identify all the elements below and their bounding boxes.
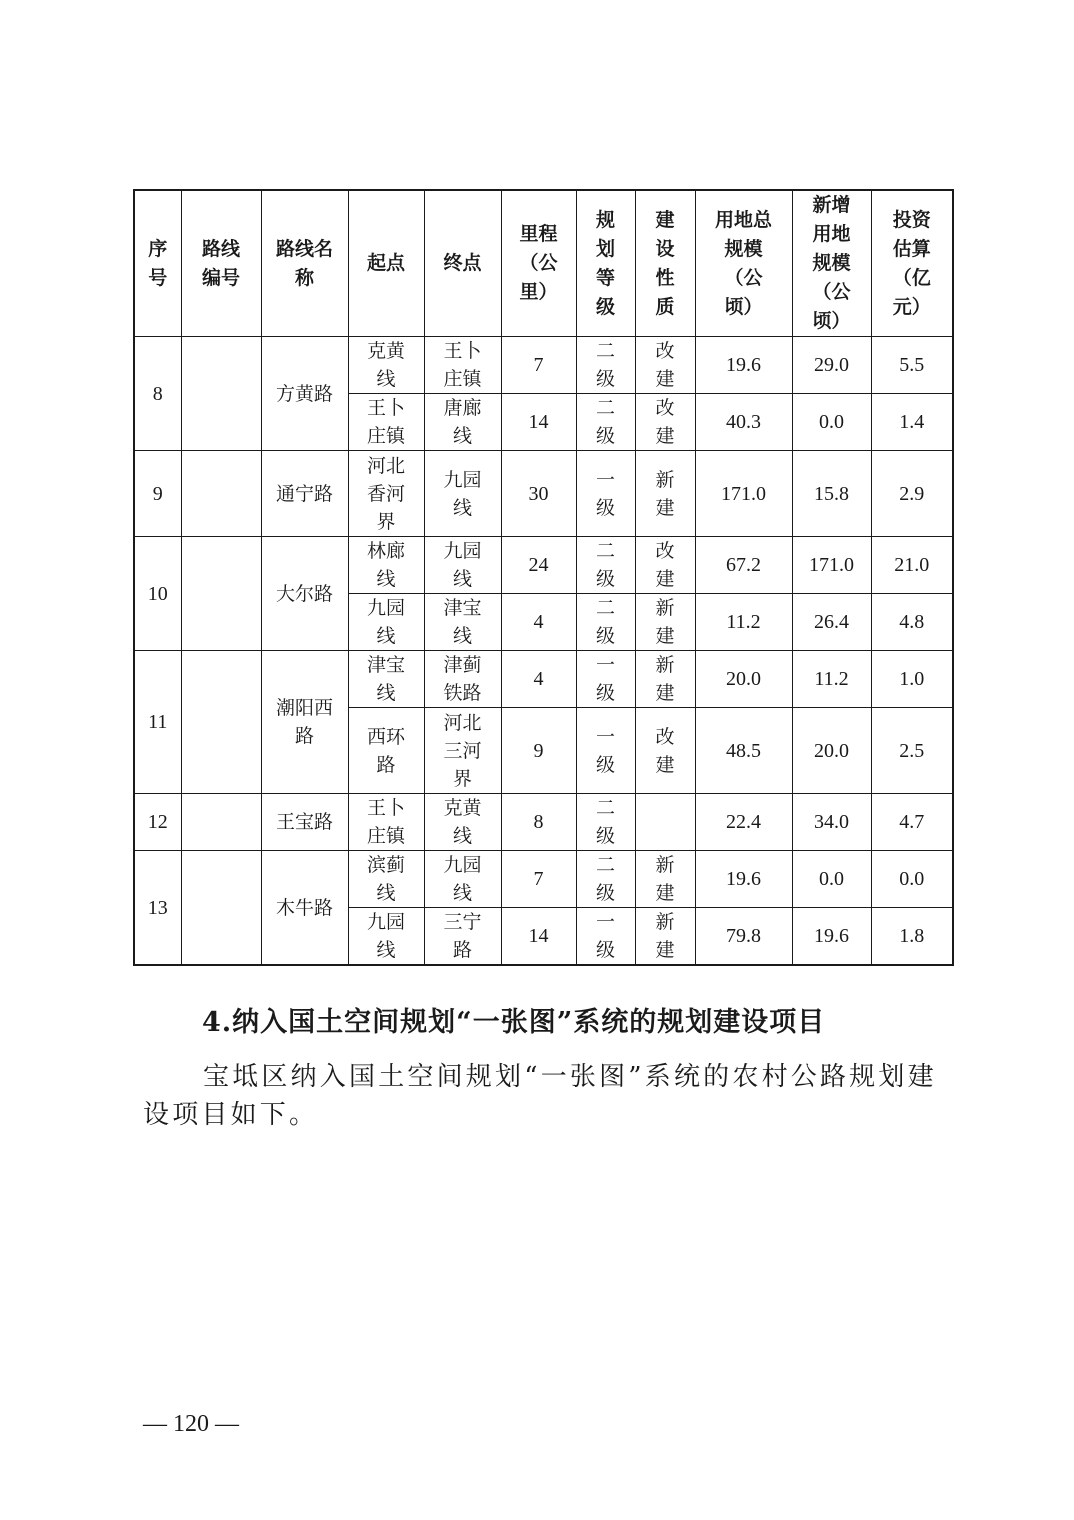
segment-mileage: 8: [501, 794, 576, 851]
header-investment: 投资 估算 （亿 元）: [871, 190, 953, 337]
segment-grade: 一 级: [576, 908, 635, 966]
segment-mileage: 9: [501, 708, 576, 794]
route-serial: 10: [134, 537, 181, 651]
route-code: [181, 451, 261, 537]
route-serial: 9: [134, 451, 181, 537]
segment-start: 九园 线: [348, 908, 424, 966]
table-row: [134, 794, 953, 851]
header-route-code: 路线 编号: [181, 190, 261, 337]
section-paragraph: 宝坻区纳入国土空间规划“一张图”系统的农村公路规划建设项目如下。: [143, 1062, 937, 1130]
segment-grade: 二 级: [576, 337, 635, 394]
table-header-row: [134, 190, 953, 337]
segment-grade: 二 级: [576, 537, 635, 594]
segment-mileage: 4: [501, 651, 576, 708]
segment-new-land: 34.0: [792, 794, 871, 851]
segment-grade: 一 级: [576, 651, 635, 708]
route-serial: 12: [134, 794, 181, 851]
route-code: [181, 651, 261, 794]
segment-investment: 4.8: [871, 594, 953, 651]
header-mileage: 里程 （公 里）: [501, 190, 576, 337]
segment-construction-type: 新 建: [635, 451, 695, 537]
segment-end: 九园 线: [424, 451, 501, 537]
segment-new-land: 15.8: [792, 451, 871, 537]
segment-new-land: 26.4: [792, 594, 871, 651]
segment-start: 王卜 庄镇: [348, 794, 424, 851]
section-heading: 4.纳入国土空间规划“一张图”系统的规划建设项目: [202, 1007, 826, 1038]
segment-end: 九园 线: [424, 537, 501, 594]
segment-start: 王卜 庄镇: [348, 394, 424, 451]
segment-investment: 4.7: [871, 794, 953, 851]
segment-total-land: 11.2: [695, 594, 792, 651]
table-row: [134, 651, 953, 708]
segment-mileage: 30: [501, 451, 576, 537]
segment-mileage: 24: [501, 537, 576, 594]
table-row: [134, 537, 953, 594]
header-serial: 序 号: [134, 190, 181, 337]
route-serial: 8: [134, 337, 181, 451]
segment-total-land: 171.0: [695, 451, 792, 537]
segment-grade: 二 级: [576, 594, 635, 651]
table-row: [134, 337, 953, 394]
segment-end: 河北 三河 界: [424, 708, 501, 794]
segment-mileage: 7: [501, 337, 576, 394]
segment-end: 三宁 路: [424, 908, 501, 966]
segment-start: 滨蓟 线: [348, 851, 424, 908]
route-name: 大尔路: [261, 537, 348, 651]
header-start: 起点: [348, 190, 424, 337]
segment-mileage: 4: [501, 594, 576, 651]
route-serial: 11: [134, 651, 181, 794]
route-name: 方黄路: [261, 337, 348, 451]
segment-start: 津宝 线: [348, 651, 424, 708]
segment-construction-type: 新 建: [635, 594, 695, 651]
segment-end: 九园 线: [424, 851, 501, 908]
segment-total-land: 22.4: [695, 794, 792, 851]
segment-construction-type: [635, 794, 695, 851]
segment-investment: 2.5: [871, 708, 953, 794]
segment-investment: 2.9: [871, 451, 953, 537]
route-code: [181, 537, 261, 651]
segment-grade: 二 级: [576, 394, 635, 451]
route-name: 潮阳西 路: [261, 651, 348, 794]
segment-end: 津宝 线: [424, 594, 501, 651]
segment-total-land: 19.6: [695, 337, 792, 394]
route-code: [181, 337, 261, 451]
route-serial: 13: [134, 851, 181, 966]
segment-total-land: 20.0: [695, 651, 792, 708]
segment-investment: 21.0: [871, 537, 953, 594]
segment-investment: 1.4: [871, 394, 953, 451]
table-row: [134, 451, 953, 537]
segment-construction-type: 新 建: [635, 908, 695, 966]
segment-total-land: 48.5: [695, 708, 792, 794]
segment-start: 林廊 线: [348, 537, 424, 594]
segment-start: 克黄 线: [348, 337, 424, 394]
header-total-land: 用地总 规模 （公 顷）: [695, 190, 792, 337]
segment-total-land: 19.6: [695, 851, 792, 908]
segment-new-land: 171.0: [792, 537, 871, 594]
segment-grade: 一 级: [576, 451, 635, 537]
table-row: [134, 851, 953, 908]
route-name: 王宝路: [261, 794, 348, 851]
segment-investment: 1.8: [871, 908, 953, 966]
segment-construction-type: 新 建: [635, 651, 695, 708]
segment-end: 唐廊 线: [424, 394, 501, 451]
segment-start: 九园 线: [348, 594, 424, 651]
segment-new-land: 0.0: [792, 851, 871, 908]
segment-new-land: 0.0: [792, 394, 871, 451]
segment-construction-type: 新 建: [635, 851, 695, 908]
segment-new-land: 11.2: [792, 651, 871, 708]
segment-grade: 一 级: [576, 708, 635, 794]
segment-investment: 0.0: [871, 851, 953, 908]
header-grade: 规 划 等 级: [576, 190, 635, 337]
route-name: 木牛路: [261, 851, 348, 966]
road-plan-table: [133, 189, 954, 966]
page-number: — 120 —: [143, 1411, 239, 1437]
header-construction-type: 建 设 性 质: [635, 190, 695, 337]
route-code: [181, 851, 261, 966]
route-code: [181, 794, 261, 851]
segment-construction-type: 改 建: [635, 337, 695, 394]
segment-construction-type: 改 建: [635, 394, 695, 451]
segment-total-land: 67.2: [695, 537, 792, 594]
segment-mileage: 14: [501, 908, 576, 966]
segment-grade: 二 级: [576, 794, 635, 851]
header-end: 终点: [424, 190, 501, 337]
segment-end: 津蓟 铁路: [424, 651, 501, 708]
header-new-land: 新增 用地 规模 （公 顷）: [792, 190, 871, 337]
segment-new-land: 19.6: [792, 908, 871, 966]
segment-end: 克黄 线: [424, 794, 501, 851]
segment-mileage: 14: [501, 394, 576, 451]
segment-mileage: 7: [501, 851, 576, 908]
segment-investment: 1.0: [871, 651, 953, 708]
segment-total-land: 40.3: [695, 394, 792, 451]
segment-grade: 二 级: [576, 851, 635, 908]
segment-new-land: 20.0: [792, 708, 871, 794]
segment-start: 西环 路: [348, 708, 424, 794]
segment-investment: 5.5: [871, 337, 953, 394]
header-route-name: 路线名 称: [261, 190, 348, 337]
segment-start: 河北 香河 界: [348, 451, 424, 537]
segment-end: 王卜 庄镇: [424, 337, 501, 394]
segment-construction-type: 改 建: [635, 537, 695, 594]
route-name: 通宁路: [261, 451, 348, 537]
segment-construction-type: 改 建: [635, 708, 695, 794]
segment-new-land: 29.0: [792, 337, 871, 394]
segment-total-land: 79.8: [695, 908, 792, 966]
